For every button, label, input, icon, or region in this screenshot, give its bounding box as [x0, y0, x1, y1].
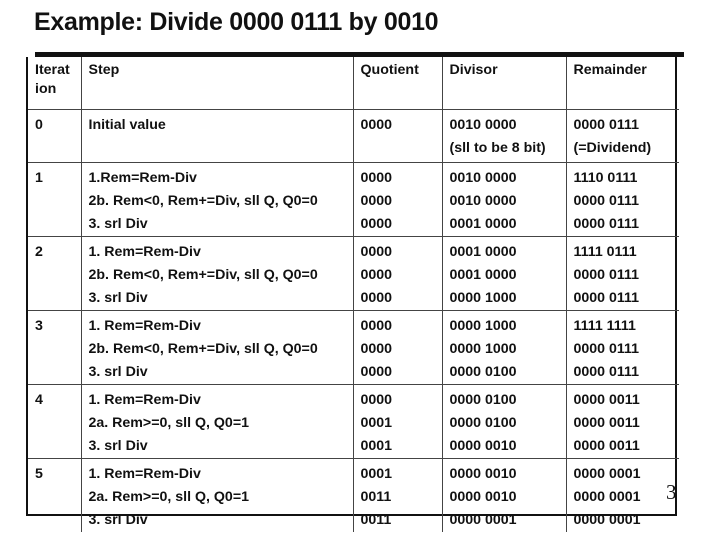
- quotient-value: 0000: [360, 169, 393, 186]
- step-line: 2b. Rem<0, Rem+=Div, sll Q, Q0=0: [88, 266, 318, 283]
- header-row: [28, 57, 679, 109]
- step-cell: [81, 384, 353, 458]
- step-cell: [81, 458, 353, 532]
- header-iteration-line2: ion: [35, 81, 57, 97]
- step-line: 1. Rem=Rem-Div: [88, 391, 201, 408]
- divisor-cell: [442, 458, 566, 532]
- step-cell: [81, 310, 353, 384]
- divisor-value: 0000 0010: [449, 437, 517, 454]
- step-line: 3. srl Div: [88, 437, 148, 454]
- iteration-cell: 4: [28, 384, 81, 458]
- step-line: 3. srl Div: [88, 289, 148, 306]
- remainder-cell: [566, 236, 679, 310]
- remainder-value: 0000 0111: [573, 363, 639, 380]
- remainder-cell: [566, 384, 679, 458]
- remainder-value: 0000 0111: [573, 289, 639, 306]
- divisor-cell: [442, 384, 566, 458]
- iteration-cell: 0: [28, 109, 81, 162]
- quotient-value: 0000: [360, 243, 393, 260]
- divisor-value: 0010 0000: [449, 169, 517, 186]
- remainder-value: 0000 0001: [573, 511, 641, 528]
- divisor-value: 0000 0100: [449, 414, 517, 431]
- table-row: [28, 458, 679, 532]
- header-iteration: [28, 57, 81, 109]
- quotient-value: 0000: [360, 215, 393, 232]
- header-divisor: Divisor: [442, 57, 566, 109]
- divisor-value: 0001 0000: [449, 215, 517, 232]
- header-remainder: Remainder: [566, 57, 679, 109]
- divisor-value: 0000 1000: [449, 317, 517, 334]
- step-line: 3. srl Div: [88, 511, 148, 528]
- quotient-value: 0000: [360, 116, 393, 133]
- step-line: 3. srl Div: [88, 363, 148, 380]
- step-line: 1. Rem=Rem-Div: [88, 317, 201, 334]
- step-line: 2b. Rem<0, Rem+=Div, sll Q, Q0=0: [88, 340, 318, 357]
- iteration-cell: 3: [28, 310, 81, 384]
- quotient-cell: [353, 458, 442, 532]
- remainder-value: 0000 0011: [573, 414, 640, 431]
- quotient-value: 0000: [360, 340, 393, 357]
- remainder-value: 0000 0111: [573, 266, 639, 283]
- remainder-value: 0000 0001: [573, 465, 641, 482]
- divisor-value: 0001 0000: [449, 243, 517, 260]
- table-row: [28, 236, 679, 310]
- remainder-value: 1110 0111: [573, 169, 638, 186]
- header-step: Step: [81, 57, 353, 109]
- divisor-cell: [442, 162, 566, 236]
- step-cell: [81, 236, 353, 310]
- step-line: Initial value: [88, 116, 166, 133]
- divisor-value: 0001 0000: [449, 266, 517, 283]
- quotient-value: 0000: [360, 266, 393, 283]
- remainder-value: 1111 1111: [573, 317, 636, 334]
- divisor-value: 0000 0010: [449, 465, 517, 482]
- step-cell: [81, 109, 353, 162]
- remainder-value: 1111 0111: [573, 243, 637, 260]
- divisor-cell: [442, 310, 566, 384]
- step-line: 2b. Rem<0, Rem+=Div, sll Q, Q0=0: [88, 192, 318, 209]
- step-line: 1.Rem=Rem-Div: [88, 169, 197, 186]
- remainder-value: 0000 0001: [573, 488, 641, 505]
- quotient-value: 0011: [360, 511, 392, 528]
- slide-title: Example: Divide 0000 0111 by 0010: [34, 8, 439, 36]
- step-line: 1. Rem=Rem-Div: [88, 465, 201, 482]
- divisor-value: 0000 1000: [449, 289, 517, 306]
- table-row: [28, 109, 679, 162]
- divisor-cell: [442, 236, 566, 310]
- divisor-value: 0000 0100: [449, 363, 517, 380]
- quotient-cell: [353, 310, 442, 384]
- divisor-value: 0000 0100: [449, 391, 517, 408]
- divisor-value: 0000 1000: [449, 340, 517, 357]
- quotient-value: 0011: [360, 488, 392, 505]
- slide-page-number: 3: [666, 480, 677, 504]
- division-table: [28, 57, 679, 532]
- quotient-value: 0000: [360, 289, 393, 306]
- table-row: [28, 162, 679, 236]
- quotient-value: 0001: [360, 414, 393, 431]
- quotient-value: 0000: [360, 317, 393, 334]
- header-iteration-line1: Iterat: [35, 62, 70, 78]
- divisor-cell: [442, 109, 566, 162]
- step-line: 1. Rem=Rem-Div: [88, 243, 201, 260]
- quotient-value: 0001: [360, 437, 393, 454]
- division-steps-table: [26, 57, 677, 528]
- remainder-cell: [566, 458, 679, 532]
- header-quotient: Quotient: [353, 57, 442, 109]
- divisor-value: 0000 0001: [449, 511, 517, 528]
- quotient-value: 0001: [360, 465, 393, 482]
- quotient-cell: [353, 162, 442, 236]
- divisor-note: (sll to be 8 bit): [449, 139, 546, 156]
- step-cell: [81, 162, 353, 236]
- remainder-cell: [566, 310, 679, 384]
- remainder-value: 0000 0111: [573, 192, 639, 209]
- step-line: 2a. Rem>=0, sll Q, Q0=1: [88, 414, 249, 431]
- remainder-cell: [566, 109, 679, 162]
- divisor-value: 0010 0000: [449, 116, 517, 133]
- remainder-value: 0000 0111: [573, 215, 639, 232]
- iteration-cell: 1: [28, 162, 81, 236]
- quotient-cell: [353, 236, 442, 310]
- quotient-value: 0000: [360, 363, 393, 380]
- quotient-value: 0000: [360, 391, 393, 408]
- divisor-value: 0010 0000: [449, 192, 517, 209]
- table-row: [28, 310, 679, 384]
- remainder-value: 0000 0111: [573, 340, 639, 357]
- iteration-cell: 5: [28, 458, 81, 532]
- step-line: 2a. Rem>=0, sll Q, Q0=1: [88, 488, 249, 505]
- remainder-note: (=Dividend): [573, 139, 652, 156]
- step-line: 3. srl Div: [88, 215, 148, 232]
- table-row: [28, 384, 679, 458]
- divisor-value: 0000 0010: [449, 488, 517, 505]
- quotient-cell: [353, 109, 442, 162]
- iteration-cell: 2: [28, 236, 81, 310]
- quotient-value: 0000: [360, 192, 393, 209]
- remainder-value: 0000 0011: [573, 437, 640, 454]
- quotient-cell: [353, 384, 442, 458]
- remainder-value: 0000 0011: [573, 391, 640, 408]
- remainder-cell: [566, 162, 679, 236]
- remainder-value: 0000 0111: [573, 116, 639, 133]
